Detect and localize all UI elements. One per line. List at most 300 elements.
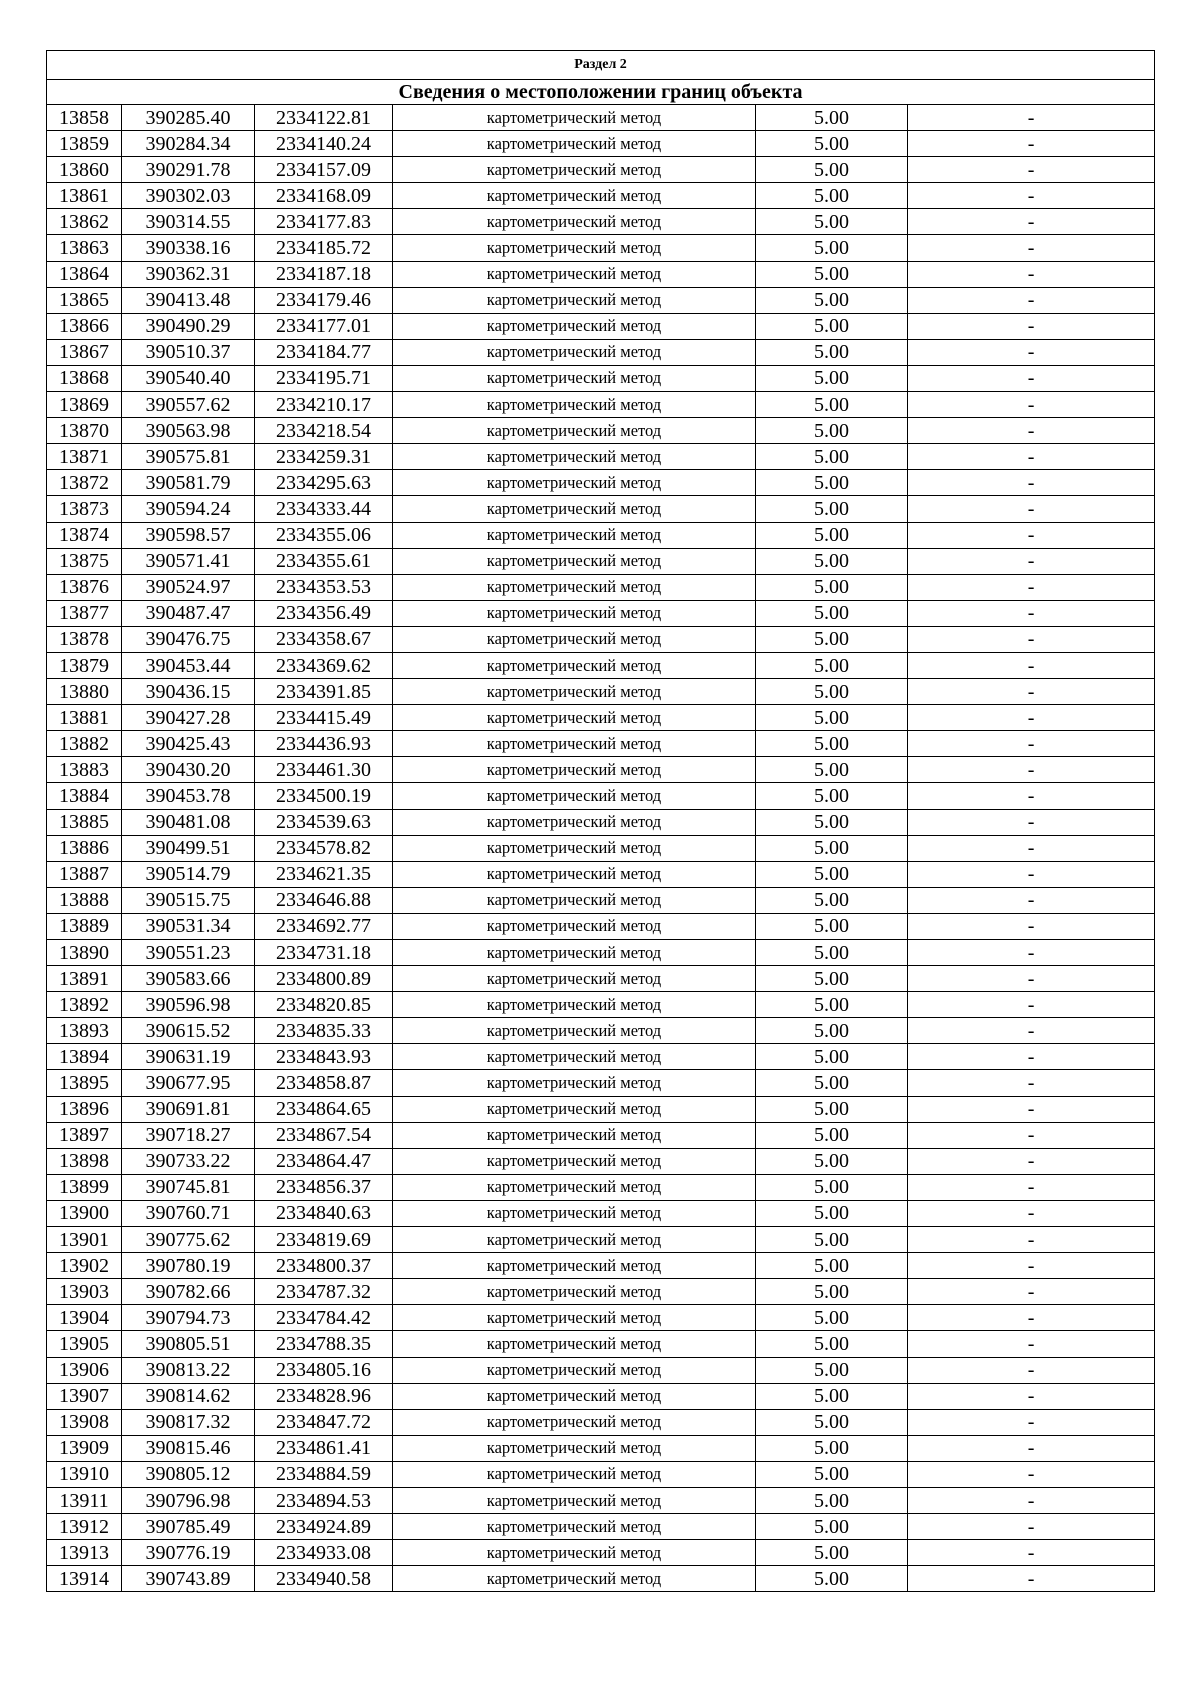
description-cell: - bbox=[908, 1566, 1155, 1592]
x-coordinate-cell: 390427.28 bbox=[122, 705, 255, 731]
table-row bbox=[47, 1174, 1155, 1200]
y-coordinate-cell: 2334295.63 bbox=[255, 470, 393, 496]
accuracy-cell: 5.00 bbox=[756, 183, 908, 209]
point-number-cell: 13895 bbox=[47, 1070, 122, 1096]
table-row bbox=[47, 626, 1155, 652]
y-coordinate-cell: 2334355.06 bbox=[255, 522, 393, 548]
method-cell: картометрический метод bbox=[393, 861, 756, 887]
x-coordinate-cell: 390302.03 bbox=[122, 183, 255, 209]
x-coordinate-cell: 390813.22 bbox=[122, 1357, 255, 1383]
point-number-cell: 13914 bbox=[47, 1566, 122, 1592]
accuracy-cell: 5.00 bbox=[756, 209, 908, 235]
table-row bbox=[47, 992, 1155, 1018]
x-coordinate-cell: 390499.51 bbox=[122, 835, 255, 861]
y-coordinate-cell: 2334179.46 bbox=[255, 287, 393, 313]
description-cell: - bbox=[908, 1514, 1155, 1540]
table-row bbox=[47, 1487, 1155, 1513]
accuracy-cell: 5.00 bbox=[756, 470, 908, 496]
point-number-cell: 13903 bbox=[47, 1279, 122, 1305]
description-cell: - bbox=[908, 1461, 1155, 1487]
point-number-cell: 13883 bbox=[47, 757, 122, 783]
table-row bbox=[47, 731, 1155, 757]
description-cell: - bbox=[908, 574, 1155, 600]
description-cell: - bbox=[908, 1148, 1155, 1174]
method-cell: картометрический метод bbox=[393, 131, 756, 157]
x-coordinate-cell: 390481.08 bbox=[122, 809, 255, 835]
method-cell: картометрический метод bbox=[393, 600, 756, 626]
table-row bbox=[47, 522, 1155, 548]
point-number-cell: 13879 bbox=[47, 652, 122, 678]
point-number-cell: 13880 bbox=[47, 679, 122, 705]
x-coordinate-cell: 390805.51 bbox=[122, 1331, 255, 1357]
y-coordinate-cell: 2334436.93 bbox=[255, 731, 393, 757]
method-cell: картометрический метод bbox=[393, 105, 756, 131]
description-cell: - bbox=[908, 600, 1155, 626]
point-number-cell: 13892 bbox=[47, 992, 122, 1018]
y-coordinate-cell: 2334157.09 bbox=[255, 157, 393, 183]
method-cell: картометрический метод bbox=[393, 418, 756, 444]
point-number-cell: 13858 bbox=[47, 105, 122, 131]
point-number-cell: 13894 bbox=[47, 1044, 122, 1070]
accuracy-cell: 5.00 bbox=[756, 600, 908, 626]
accuracy-cell: 5.00 bbox=[756, 1331, 908, 1357]
accuracy-cell: 5.00 bbox=[756, 313, 908, 339]
x-coordinate-cell: 390487.47 bbox=[122, 600, 255, 626]
point-number-cell: 13867 bbox=[47, 339, 122, 365]
y-coordinate-cell: 2334692.77 bbox=[255, 913, 393, 939]
y-coordinate-cell: 2334858.87 bbox=[255, 1070, 393, 1096]
x-coordinate-cell: 390285.40 bbox=[122, 105, 255, 131]
y-coordinate-cell: 2334835.33 bbox=[255, 1018, 393, 1044]
method-cell: картометрический метод bbox=[393, 1253, 756, 1279]
description-cell: - bbox=[908, 548, 1155, 574]
table-row bbox=[47, 679, 1155, 705]
x-coordinate-cell: 390815.46 bbox=[122, 1435, 255, 1461]
table-row bbox=[47, 1514, 1155, 1540]
method-cell: картометрический метод bbox=[393, 287, 756, 313]
y-coordinate-cell: 2334788.35 bbox=[255, 1331, 393, 1357]
point-number-cell: 13865 bbox=[47, 287, 122, 313]
y-coordinate-cell: 2334646.88 bbox=[255, 887, 393, 913]
accuracy-cell: 5.00 bbox=[756, 1044, 908, 1070]
table-row bbox=[47, 574, 1155, 600]
point-number-cell: 13871 bbox=[47, 444, 122, 470]
method-cell: картометрический метод bbox=[393, 1566, 756, 1592]
point-number-cell: 13906 bbox=[47, 1357, 122, 1383]
point-number-cell: 13870 bbox=[47, 418, 122, 444]
method-cell: картометрический метод bbox=[393, 365, 756, 391]
description-cell: - bbox=[908, 1018, 1155, 1044]
method-cell: картометрический метод bbox=[393, 1305, 756, 1331]
point-number-cell: 13901 bbox=[47, 1227, 122, 1253]
accuracy-cell: 5.00 bbox=[756, 966, 908, 992]
method-cell: картометрический метод bbox=[393, 1200, 756, 1226]
table-row bbox=[47, 757, 1155, 783]
accuracy-cell: 5.00 bbox=[756, 809, 908, 835]
description-cell: - bbox=[908, 1357, 1155, 1383]
description-cell: - bbox=[908, 835, 1155, 861]
description-cell: - bbox=[908, 992, 1155, 1018]
description-cell: - bbox=[908, 1200, 1155, 1226]
method-cell: картометрический метод bbox=[393, 783, 756, 809]
y-coordinate-cell: 2334184.77 bbox=[255, 339, 393, 365]
y-coordinate-cell: 2334259.31 bbox=[255, 444, 393, 470]
description-cell: - bbox=[908, 1122, 1155, 1148]
accuracy-cell: 5.00 bbox=[756, 157, 908, 183]
accuracy-cell: 5.00 bbox=[756, 1253, 908, 1279]
method-cell: картометрический метод bbox=[393, 835, 756, 861]
point-number-cell: 13863 bbox=[47, 235, 122, 261]
point-number-cell: 13874 bbox=[47, 522, 122, 548]
point-number-cell: 13905 bbox=[47, 1331, 122, 1357]
point-number-cell: 13913 bbox=[47, 1540, 122, 1566]
description-cell: - bbox=[908, 157, 1155, 183]
y-coordinate-cell: 2334539.63 bbox=[255, 809, 393, 835]
point-number-cell: 13899 bbox=[47, 1174, 122, 1200]
accuracy-cell: 5.00 bbox=[756, 652, 908, 678]
description-cell: - bbox=[908, 1540, 1155, 1566]
method-cell: картометрический метод bbox=[393, 1096, 756, 1122]
method-cell: картометрический метод bbox=[393, 1357, 756, 1383]
table-row bbox=[47, 1096, 1155, 1122]
method-cell: картометрический метод bbox=[393, 652, 756, 678]
x-coordinate-cell: 390531.34 bbox=[122, 913, 255, 939]
description-cell: - bbox=[908, 339, 1155, 365]
x-coordinate-cell: 390563.98 bbox=[122, 418, 255, 444]
accuracy-cell: 5.00 bbox=[756, 574, 908, 600]
method-cell: картометрический метод bbox=[393, 522, 756, 548]
point-number-cell: 13904 bbox=[47, 1305, 122, 1331]
accuracy-cell: 5.00 bbox=[756, 757, 908, 783]
point-number-cell: 13866 bbox=[47, 313, 122, 339]
description-cell: - bbox=[908, 1279, 1155, 1305]
point-number-cell: 13900 bbox=[47, 1200, 122, 1226]
accuracy-cell: 5.00 bbox=[756, 913, 908, 939]
method-cell: картометрический метод bbox=[393, 1070, 756, 1096]
table-row bbox=[47, 1540, 1155, 1566]
x-coordinate-cell: 390745.81 bbox=[122, 1174, 255, 1200]
method-cell: картометрический метод bbox=[393, 1409, 756, 1435]
y-coordinate-cell: 2334621.35 bbox=[255, 861, 393, 887]
point-number-cell: 13891 bbox=[47, 966, 122, 992]
description-cell: - bbox=[908, 940, 1155, 966]
description-cell: - bbox=[908, 679, 1155, 705]
accuracy-cell: 5.00 bbox=[756, 679, 908, 705]
description-cell: - bbox=[908, 1070, 1155, 1096]
description-cell: - bbox=[908, 522, 1155, 548]
accuracy-cell: 5.00 bbox=[756, 1305, 908, 1331]
x-coordinate-cell: 390733.22 bbox=[122, 1148, 255, 1174]
description-cell: - bbox=[908, 1096, 1155, 1122]
method-cell: картометрический метод bbox=[393, 1148, 756, 1174]
accuracy-cell: 5.00 bbox=[756, 1279, 908, 1305]
description-cell: - bbox=[908, 183, 1155, 209]
y-coordinate-cell: 2334415.49 bbox=[255, 705, 393, 731]
description-cell: - bbox=[908, 444, 1155, 470]
accuracy-cell: 5.00 bbox=[756, 835, 908, 861]
table-row bbox=[47, 365, 1155, 391]
x-coordinate-cell: 390782.66 bbox=[122, 1279, 255, 1305]
accuracy-cell: 5.00 bbox=[756, 261, 908, 287]
accuracy-cell: 5.00 bbox=[756, 705, 908, 731]
table-row bbox=[47, 131, 1155, 157]
y-coordinate-cell: 2334787.32 bbox=[255, 1279, 393, 1305]
point-number-cell: 13911 bbox=[47, 1487, 122, 1513]
y-coordinate-cell: 2334187.18 bbox=[255, 261, 393, 287]
description-cell: - bbox=[908, 1044, 1155, 1070]
table-row bbox=[47, 1357, 1155, 1383]
point-number-cell: 13896 bbox=[47, 1096, 122, 1122]
table-row bbox=[47, 1018, 1155, 1044]
method-cell: картометрический метод bbox=[393, 235, 756, 261]
accuracy-cell: 5.00 bbox=[756, 1070, 908, 1096]
method-cell: картометрический метод bbox=[393, 209, 756, 235]
x-coordinate-cell: 390284.34 bbox=[122, 131, 255, 157]
point-number-cell: 13881 bbox=[47, 705, 122, 731]
method-cell: картометрический метод bbox=[393, 183, 756, 209]
x-coordinate-cell: 390691.81 bbox=[122, 1096, 255, 1122]
table-row bbox=[47, 183, 1155, 209]
method-cell: картометрический метод bbox=[393, 157, 756, 183]
method-cell: картометрический метод bbox=[393, 1018, 756, 1044]
point-number-cell: 13884 bbox=[47, 783, 122, 809]
section-title-row bbox=[47, 80, 1155, 105]
x-coordinate-cell: 390515.75 bbox=[122, 887, 255, 913]
x-coordinate-cell: 390805.12 bbox=[122, 1461, 255, 1487]
x-coordinate-cell: 390796.98 bbox=[122, 1487, 255, 1513]
method-cell: картометрический метод bbox=[393, 887, 756, 913]
x-coordinate-cell: 390718.27 bbox=[122, 1122, 255, 1148]
point-number-cell: 13864 bbox=[47, 261, 122, 287]
accuracy-cell: 5.00 bbox=[756, 1174, 908, 1200]
point-number-cell: 13886 bbox=[47, 835, 122, 861]
point-number-cell: 13882 bbox=[47, 731, 122, 757]
x-coordinate-cell: 390631.19 bbox=[122, 1044, 255, 1070]
method-cell: картометрический метод bbox=[393, 757, 756, 783]
table-row bbox=[47, 261, 1155, 287]
description-cell: - bbox=[908, 757, 1155, 783]
accuracy-cell: 5.00 bbox=[756, 105, 908, 131]
point-number-cell: 13873 bbox=[47, 496, 122, 522]
accuracy-cell: 5.00 bbox=[756, 1461, 908, 1487]
method-cell: картометрический метод bbox=[393, 261, 756, 287]
x-coordinate-cell: 390785.49 bbox=[122, 1514, 255, 1540]
description-cell: - bbox=[908, 966, 1155, 992]
accuracy-cell: 5.00 bbox=[756, 131, 908, 157]
point-number-cell: 13890 bbox=[47, 940, 122, 966]
description-cell: - bbox=[908, 209, 1155, 235]
accuracy-cell: 5.00 bbox=[756, 1487, 908, 1513]
table-row bbox=[47, 940, 1155, 966]
table-row bbox=[47, 652, 1155, 678]
y-coordinate-cell: 2334177.01 bbox=[255, 313, 393, 339]
table-row bbox=[47, 548, 1155, 574]
x-coordinate-cell: 390775.62 bbox=[122, 1227, 255, 1253]
y-coordinate-cell: 2334861.41 bbox=[255, 1435, 393, 1461]
description-cell: - bbox=[908, 261, 1155, 287]
table-row bbox=[47, 1383, 1155, 1409]
x-coordinate-cell: 390338.16 bbox=[122, 235, 255, 261]
description-cell: - bbox=[908, 887, 1155, 913]
point-number-cell: 13887 bbox=[47, 861, 122, 887]
accuracy-cell: 5.00 bbox=[756, 1018, 908, 1044]
method-cell: картометрический метод bbox=[393, 1435, 756, 1461]
x-coordinate-cell: 390743.89 bbox=[122, 1566, 255, 1592]
y-coordinate-cell: 2334218.54 bbox=[255, 418, 393, 444]
accuracy-cell: 5.00 bbox=[756, 731, 908, 757]
x-coordinate-cell: 390413.48 bbox=[122, 287, 255, 313]
table-row bbox=[47, 1122, 1155, 1148]
y-coordinate-cell: 2334391.85 bbox=[255, 679, 393, 705]
y-coordinate-cell: 2334355.61 bbox=[255, 548, 393, 574]
table-row bbox=[47, 1070, 1155, 1096]
accuracy-cell: 5.00 bbox=[756, 1200, 908, 1226]
description-cell: - bbox=[908, 1383, 1155, 1409]
table-row bbox=[47, 705, 1155, 731]
table-row bbox=[47, 418, 1155, 444]
y-coordinate-cell: 2334358.67 bbox=[255, 626, 393, 652]
y-coordinate-cell: 2334731.18 bbox=[255, 940, 393, 966]
x-coordinate-cell: 390598.57 bbox=[122, 522, 255, 548]
description-cell: - bbox=[908, 287, 1155, 313]
x-coordinate-cell: 390780.19 bbox=[122, 1253, 255, 1279]
description-cell: - bbox=[908, 705, 1155, 731]
accuracy-cell: 5.00 bbox=[756, 1383, 908, 1409]
point-number-cell: 13909 bbox=[47, 1435, 122, 1461]
point-number-cell: 13888 bbox=[47, 887, 122, 913]
description-cell: - bbox=[908, 1435, 1155, 1461]
x-coordinate-cell: 390524.97 bbox=[122, 574, 255, 600]
method-cell: картометрический метод bbox=[393, 1227, 756, 1253]
description-cell: - bbox=[908, 131, 1155, 157]
y-coordinate-cell: 2334847.72 bbox=[255, 1409, 393, 1435]
x-coordinate-cell: 390425.43 bbox=[122, 731, 255, 757]
point-number-cell: 13869 bbox=[47, 392, 122, 418]
description-cell: - bbox=[908, 470, 1155, 496]
method-cell: картометрический метод bbox=[393, 339, 756, 365]
x-coordinate-cell: 390476.75 bbox=[122, 626, 255, 652]
method-cell: картометрический метод bbox=[393, 1331, 756, 1357]
y-coordinate-cell: 2334210.17 bbox=[255, 392, 393, 418]
y-coordinate-cell: 2334800.89 bbox=[255, 966, 393, 992]
description-cell: - bbox=[908, 652, 1155, 678]
y-coordinate-cell: 2334353.53 bbox=[255, 574, 393, 600]
table-row bbox=[47, 1435, 1155, 1461]
accuracy-cell: 5.00 bbox=[756, 365, 908, 391]
x-coordinate-cell: 390510.37 bbox=[122, 339, 255, 365]
table-row bbox=[47, 287, 1155, 313]
x-coordinate-cell: 390314.55 bbox=[122, 209, 255, 235]
table-row bbox=[47, 809, 1155, 835]
table-row bbox=[47, 1044, 1155, 1070]
accuracy-cell: 5.00 bbox=[756, 1148, 908, 1174]
description-cell: - bbox=[908, 731, 1155, 757]
y-coordinate-cell: 2334369.62 bbox=[255, 652, 393, 678]
method-cell: картометрический метод bbox=[393, 626, 756, 652]
y-coordinate-cell: 2334884.59 bbox=[255, 1461, 393, 1487]
table-row bbox=[47, 1279, 1155, 1305]
x-coordinate-cell: 390436.15 bbox=[122, 679, 255, 705]
description-cell: - bbox=[908, 1409, 1155, 1435]
accuracy-cell: 5.00 bbox=[756, 235, 908, 261]
y-coordinate-cell: 2334185.72 bbox=[255, 235, 393, 261]
method-cell: картометрический метод bbox=[393, 1279, 756, 1305]
table-row bbox=[47, 313, 1155, 339]
x-coordinate-cell: 390551.23 bbox=[122, 940, 255, 966]
method-cell: картометрический метод bbox=[393, 992, 756, 1018]
x-coordinate-cell: 390776.19 bbox=[122, 1540, 255, 1566]
method-cell: картометрический метод bbox=[393, 548, 756, 574]
y-coordinate-cell: 2334924.89 bbox=[255, 1514, 393, 1540]
description-cell: - bbox=[908, 1253, 1155, 1279]
y-coordinate-cell: 2334828.96 bbox=[255, 1383, 393, 1409]
x-coordinate-cell: 390596.98 bbox=[122, 992, 255, 1018]
table-row bbox=[47, 887, 1155, 913]
description-cell: - bbox=[908, 626, 1155, 652]
method-cell: картометрический метод bbox=[393, 313, 756, 339]
point-number-cell: 13859 bbox=[47, 131, 122, 157]
table-row bbox=[47, 913, 1155, 939]
y-coordinate-cell: 2334840.63 bbox=[255, 1200, 393, 1226]
point-number-cell: 13889 bbox=[47, 913, 122, 939]
y-coordinate-cell: 2334333.44 bbox=[255, 496, 393, 522]
table-row bbox=[47, 966, 1155, 992]
point-number-cell: 13875 bbox=[47, 548, 122, 574]
method-cell: картометрический метод bbox=[393, 1122, 756, 1148]
method-cell: картометрический метод bbox=[393, 679, 756, 705]
accuracy-cell: 5.00 bbox=[756, 783, 908, 809]
section-header-row bbox=[47, 51, 1155, 80]
x-coordinate-cell: 390571.41 bbox=[122, 548, 255, 574]
y-coordinate-cell: 2334500.19 bbox=[255, 783, 393, 809]
description-cell: - bbox=[908, 313, 1155, 339]
table-row bbox=[47, 1409, 1155, 1435]
table-row bbox=[47, 339, 1155, 365]
y-coordinate-cell: 2334843.93 bbox=[255, 1044, 393, 1070]
point-number-cell: 13868 bbox=[47, 365, 122, 391]
point-number-cell: 13897 bbox=[47, 1122, 122, 1148]
method-cell: картометрический метод bbox=[393, 1383, 756, 1409]
y-coordinate-cell: 2334940.58 bbox=[255, 1566, 393, 1592]
point-number-cell: 13862 bbox=[47, 209, 122, 235]
method-cell: картометрический метод bbox=[393, 913, 756, 939]
description-cell: - bbox=[908, 1487, 1155, 1513]
y-coordinate-cell: 2334864.65 bbox=[255, 1096, 393, 1122]
point-number-cell: 13910 bbox=[47, 1461, 122, 1487]
table-row bbox=[47, 1148, 1155, 1174]
point-number-cell: 13912 bbox=[47, 1514, 122, 1540]
y-coordinate-cell: 2334784.42 bbox=[255, 1305, 393, 1331]
point-number-cell: 13878 bbox=[47, 626, 122, 652]
table-row bbox=[47, 1227, 1155, 1253]
description-cell: - bbox=[908, 1227, 1155, 1253]
x-coordinate-cell: 390583.66 bbox=[122, 966, 255, 992]
table-row bbox=[47, 1253, 1155, 1279]
point-number-cell: 13872 bbox=[47, 470, 122, 496]
y-coordinate-cell: 2334177.83 bbox=[255, 209, 393, 235]
method-cell: картометрический метод bbox=[393, 496, 756, 522]
accuracy-cell: 5.00 bbox=[756, 339, 908, 365]
x-coordinate-cell: 390594.24 bbox=[122, 496, 255, 522]
point-number-cell: 13860 bbox=[47, 157, 122, 183]
method-cell: картометрический метод bbox=[393, 1487, 756, 1513]
table-row bbox=[47, 1566, 1155, 1592]
y-coordinate-cell: 2334819.69 bbox=[255, 1227, 393, 1253]
accuracy-cell: 5.00 bbox=[756, 418, 908, 444]
description-cell: - bbox=[908, 105, 1155, 131]
point-number-cell: 13907 bbox=[47, 1383, 122, 1409]
accuracy-cell: 5.00 bbox=[756, 992, 908, 1018]
